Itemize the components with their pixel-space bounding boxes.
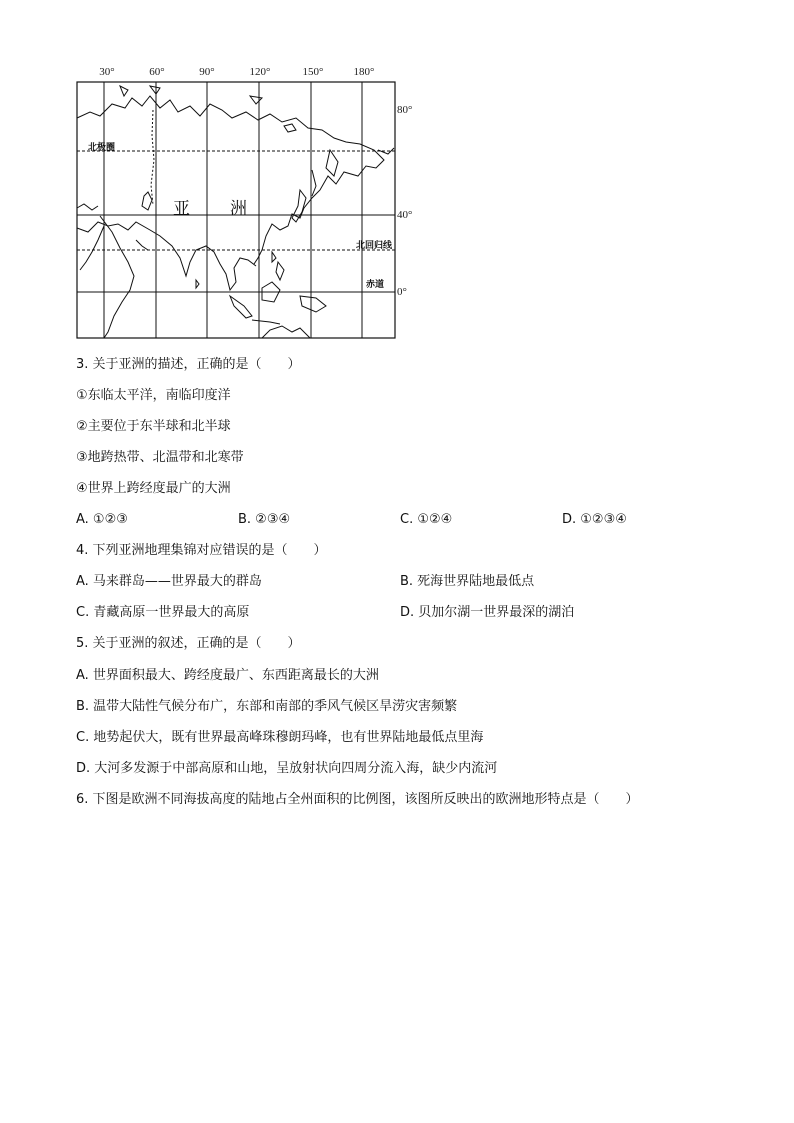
statement: ③地跨热带、北温带和北寒带 bbox=[76, 450, 244, 465]
question-stem: 5. 关于亚洲的叙述，正确的是（ ） bbox=[76, 636, 301, 651]
longitude-label: 150° bbox=[302, 66, 324, 78]
equator-label: 赤道 bbox=[366, 280, 385, 290]
statement: ④世界上跨经度最广的大洲 bbox=[76, 481, 231, 496]
answer-option-d[interactable]: D. 贝加尔湖一世界最深的湖泊 bbox=[400, 605, 575, 620]
answer-option-c[interactable]: C. 青藏高原一世界最大的高原 bbox=[76, 605, 250, 620]
answer-option-d[interactable]: D. ①②③④ bbox=[562, 512, 627, 527]
continent-label-char: 亚 bbox=[173, 199, 190, 219]
longitude-label: 180° bbox=[353, 66, 375, 78]
tropic-of-cancer-label: 北回归线 bbox=[356, 241, 393, 251]
answer-option-c[interactable]: C. 地势起伏大，既有世界最高峰珠穆朗玛峰，也有世界陆地最低点里海 bbox=[76, 730, 484, 745]
asia-map-figure bbox=[0, 0, 794, 364]
answer-option-b[interactable]: B. 死海世界陆地最低点 bbox=[400, 574, 535, 589]
question-stem: 6. 下图是欧洲不同海拔高度的陆地占全州面积的比例图，该图所反映出的欧洲地形特点是（ ） bbox=[76, 792, 639, 807]
answer-option-a[interactable]: A. ①②③ bbox=[76, 512, 128, 527]
answer-option-a[interactable]: A. 世界面积最大、跨经度最广、东西距离最长的大洲 bbox=[76, 668, 379, 683]
arctic-circle-label: 北极圈 bbox=[88, 143, 116, 153]
longitude-label: 30° bbox=[99, 66, 115, 78]
answer-option-d[interactable]: D. 大河多发源于中部高原和山地，呈放射状向四周分流入海，缺少内流河 bbox=[76, 761, 498, 776]
question-stem: 3. 关于亚洲的描述，正确的是（ ） bbox=[76, 357, 301, 372]
latitude-label: 40° bbox=[397, 209, 413, 221]
statement: ①东临太平洋，南临印度洋 bbox=[76, 388, 231, 403]
continent-label-char: 洲 bbox=[230, 199, 247, 219]
longitude-label: 120° bbox=[249, 66, 271, 78]
answer-option-b[interactable]: B. 温带大陆性气候分布广，东部和南部的季风气候区旱涝灾害频繁 bbox=[76, 699, 458, 714]
statement: ②主要位于东半球和北半球 bbox=[76, 419, 231, 434]
latitude-label: 0° bbox=[397, 286, 407, 298]
longitude-label: 60° bbox=[149, 66, 165, 78]
longitude-label: 90° bbox=[199, 66, 215, 78]
answer-option-b[interactable]: B. ②③④ bbox=[238, 512, 291, 527]
question-stem: 4. 下列亚洲地理集锦对应错误的是（ ） bbox=[76, 543, 327, 558]
answer-option-c[interactable]: C. ①②④ bbox=[400, 512, 453, 527]
latitude-label: 80° bbox=[397, 104, 413, 116]
answer-option-a[interactable]: A. 马来群岛——世界最大的群岛 bbox=[76, 574, 262, 589]
map-outline bbox=[0, 0, 794, 360]
